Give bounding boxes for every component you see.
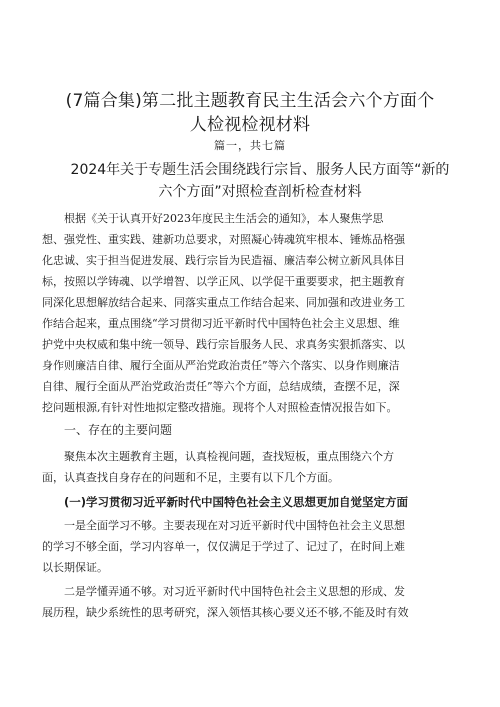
part-label: 篇一，共七篇 — [214, 139, 286, 152]
paragraph-line: 护党中央权威和集中统一领导、践行宗旨服务人民、求真务实狠抓落实、以 — [42, 338, 405, 351]
document-title-line: (7篇合集)第二批主题教育民主生活会六个方面个 — [65, 91, 435, 111]
article-subtitle — [50, 159, 470, 203]
article-subtitle-line: 六个方面”对照检查剖析检查材料 — [158, 184, 362, 200]
paragraph-line: 聚焦本次主题教育主题，认真检视问题，查找短板，重点围绕六个方 — [64, 450, 394, 463]
paragraph-line: 二是学懂弄通不够。对习近平新时代中国特色社会主义思想的形成、发 — [64, 585, 405, 598]
section-paragraph — [42, 446, 460, 488]
paragraph-line: 自律、履行全面从严治党政治责任”等六个方面，总结成绩，查摆不足，深 — [42, 380, 400, 393]
paragraph-line: 化忠诚、实于担当促进发展、践行宗旨为民造福、廉洁奉公树立新风具体目 — [42, 254, 405, 267]
subsection-heading: (一)学习贯彻习近平新时代中国特色社会主义思想更加自觉坚定方面 — [64, 495, 409, 509]
document-title — [40, 89, 460, 137]
paragraph-line: 标，按照以学铸魂、以学增智、以学正风、以学促干重要要求，把主题教育 — [42, 275, 405, 288]
document-title-line: 人检视检视材料 — [189, 115, 311, 135]
paragraph-line: 同深化思想解放结合起来、同落实重点工作结合起来、同加强和改进业务工 — [42, 296, 405, 309]
paragraph-line: 根据《关于认真开好2023年度民主生活会的通知》，本人聚焦学思 — [64, 212, 384, 225]
intro-paragraph — [42, 208, 460, 418]
section-heading: 一、存在的主要问题 — [64, 423, 173, 437]
paragraph-line: 想、强党性、重实践、建新功总要求，对照凝心铸魂筑牢根本、锤炼品格强 — [42, 233, 405, 246]
paragraph-line: 面，认真查找自身存在的问题和不足，主要有以下几个方面。 — [42, 471, 339, 484]
paragraph-line: 一是全面学习不够。主要表现在对习近平新时代中国特色社会主义思想 — [64, 519, 405, 532]
article-subtitle-line: 2024年关于专题生活会围绕践行宗旨、服务人民方面等“新的 — [70, 162, 450, 178]
point-paragraph — [42, 581, 460, 623]
paragraph-line: 以长期保证。 — [42, 561, 108, 574]
paragraph-line: 挖问题根源,有针对性地拟定整改措施。现将个人对照检查情况报告如下。 — [42, 401, 398, 414]
point-paragraph — [42, 515, 460, 578]
paragraph-line: 的学习不够全面，学习内容单一，仅仅满足于学过了、记过了，在时间上难 — [42, 540, 405, 553]
paragraph-line: 展历程，缺少系统性的思考研究，深入领悟其核心要义还不够,不能及时有效 — [42, 606, 409, 619]
paragraph-line: 身作则廉洁自律、履行全面从严治党政治责任”等六个落实、以身作则廉洁 — [42, 359, 400, 372]
paragraph-line: 作结合起来，重点围绕“学习贯彻习近平新时代中国特色社会主义思想、维 — [42, 317, 400, 330]
